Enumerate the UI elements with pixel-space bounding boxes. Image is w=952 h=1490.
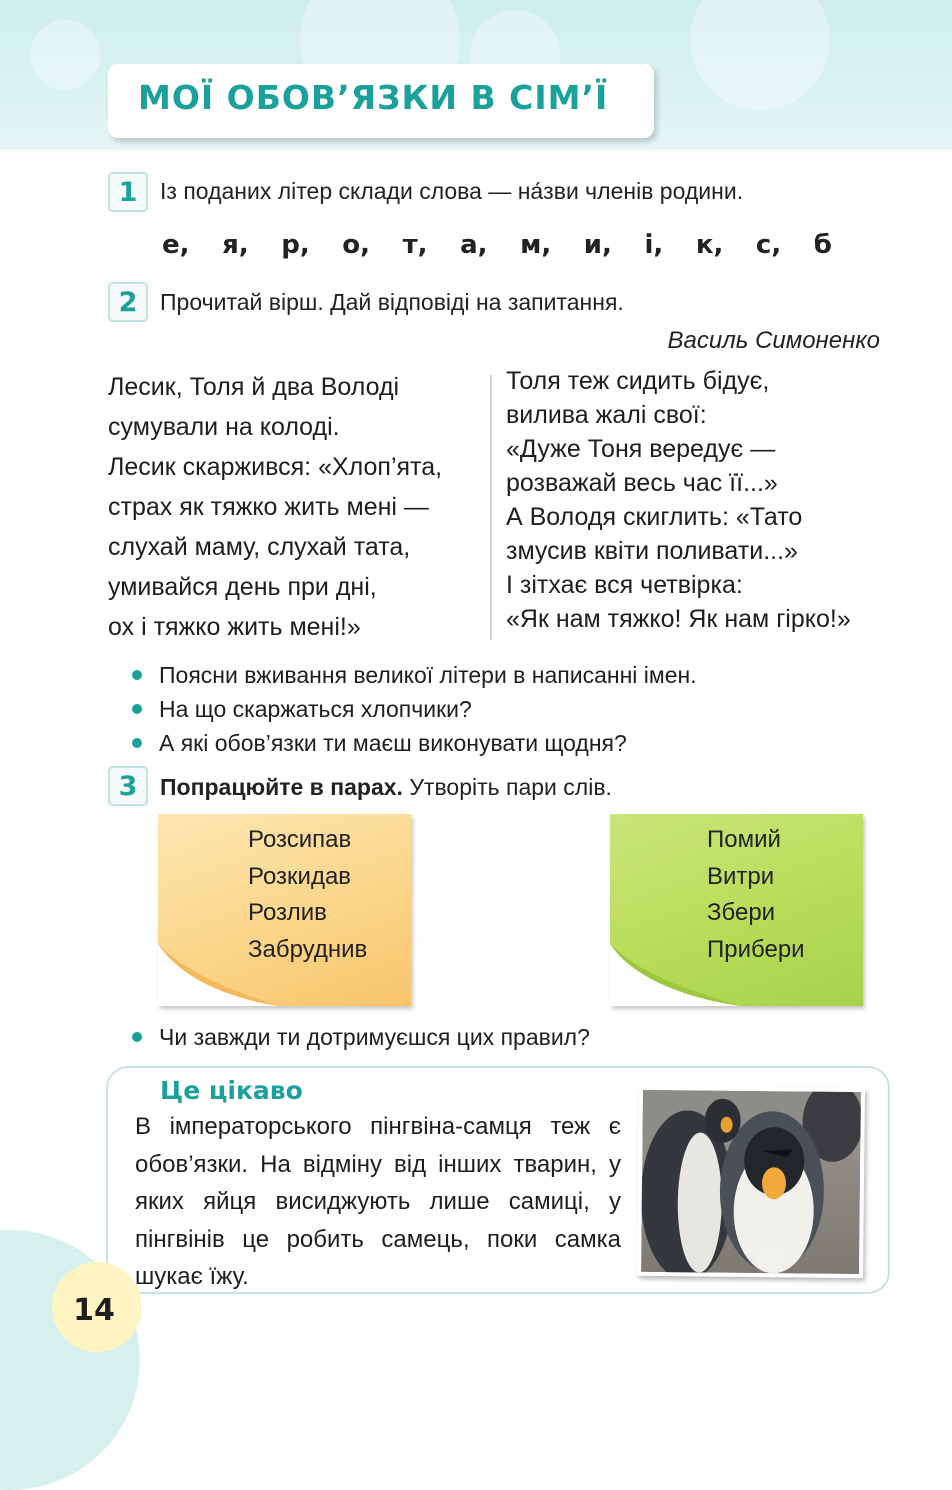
poem-left-column — [108, 367, 442, 647]
page-number: 14 — [73, 1292, 115, 1328]
letter: б — [813, 230, 832, 260]
poem-line: страх як тяжко жить мені — — [108, 493, 429, 521]
letter: с, — [755, 230, 782, 260]
poem-line: умивайся день при дні, — [108, 573, 377, 601]
poem-line: змусив квіти поливати...» — [506, 537, 798, 565]
poem-line: Лесик скаржився: «Хлоп’ята, — [108, 453, 443, 481]
info-title: Це цікаво — [160, 1076, 303, 1105]
letter: м, — [520, 230, 552, 260]
question-text: На що скаржаться хлопчики? — [159, 695, 472, 722]
task3-instruction — [160, 774, 612, 801]
title-card — [108, 64, 654, 138]
letter: и, — [583, 230, 612, 260]
letter: я, — [222, 230, 249, 260]
info-text: В імператорського пінгвіна-самця теж є обов’язки. На відміну від інших тварин, у яких яйця висиджують лише самиці, у пінгвінів це робить самець, поки самка шукає їжу. — [135, 1113, 621, 1290]
letter: к, — [695, 230, 724, 260]
letter: е, — [162, 230, 190, 260]
poem-line: вилива жалі свої: — [506, 401, 707, 429]
letters-row — [162, 230, 832, 260]
bullet-icon — [132, 1032, 142, 1042]
poem-line: ох і тяжко жить мені!» — [108, 613, 361, 641]
page-title: МОЇ ОБОВ’ЯЗКИ В СІМ’Ї — [138, 78, 609, 117]
letter: т, — [402, 230, 428, 260]
poem-line: «Дуже Тоня вередує — — [506, 435, 776, 463]
letter: р, — [281, 230, 310, 260]
question-text: Поясни вживання великої літери в написанні імен. — [159, 661, 697, 688]
poem-line: слухай маму, слухай тата, — [108, 533, 411, 561]
task3-question — [132, 1020, 590, 1054]
letter: а, — [460, 230, 488, 260]
word-item: Прибери — [707, 935, 805, 963]
decor-bubble — [690, 0, 830, 110]
penguin-photo — [637, 1086, 865, 1278]
questions-list — [132, 658, 697, 760]
word-item: Помий — [707, 826, 781, 853]
poem-line: І зітхає вся четвірка: — [506, 571, 743, 599]
question-text: А які обов’язки ти маєш виконувати щодня? — [159, 729, 627, 756]
list-item — [132, 726, 697, 760]
task3-bold-label: Попрацюйте в парах. — [160, 774, 403, 800]
word-item: Витри — [707, 862, 775, 890]
list-item — [132, 658, 697, 692]
letter: о, — [342, 230, 371, 260]
task2-instruction: Прочитай вірш. Дай відповіді на запитання. — [160, 289, 624, 315]
poem-line: розважай весь час її...» — [506, 469, 778, 497]
word-item: Збери — [707, 899, 776, 926]
poem-line: «Як нам тяжко! Як нам гірко!» — [506, 605, 851, 633]
word-item: Розлив — [248, 899, 327, 926]
task-number: 1 — [108, 172, 148, 212]
word-item: Розсипав — [248, 826, 352, 853]
poem-right-column — [506, 364, 851, 636]
task-number: 2 — [108, 282, 148, 322]
poem-line: Толя теж сидить бідує, — [506, 367, 770, 395]
word-item: Розкидав — [248, 862, 352, 890]
bullet-icon — [132, 670, 142, 680]
task1-instruction: Із поданих літер склади слова — на́зви членів родини. — [160, 178, 744, 204]
poem-author: Василь Симоненко — [667, 327, 880, 354]
poem-line: сумували на колоді. — [108, 413, 340, 441]
list-item — [132, 692, 697, 726]
task-number: 3 — [108, 766, 148, 806]
poem-line: Лесик, Толя й два Володі — [108, 373, 400, 401]
word-list-left — [248, 822, 367, 968]
word-list-right — [707, 822, 805, 968]
penguin-image — [641, 1090, 861, 1274]
task3-text: Утворіть пари слів. — [409, 774, 612, 800]
poem-divider — [490, 375, 492, 640]
letter: і, — [644, 230, 664, 260]
question-text: Чи завжди ти дотримуєшся цих правил? — [159, 1023, 590, 1050]
poem-line: А Володя скиглить: «Тато — [506, 503, 803, 531]
decor-bubble — [30, 20, 100, 90]
bullet-icon — [132, 704, 142, 714]
word-item: Забруднив — [248, 935, 368, 963]
bullet-icon — [132, 738, 142, 748]
list-item — [132, 1020, 590, 1054]
